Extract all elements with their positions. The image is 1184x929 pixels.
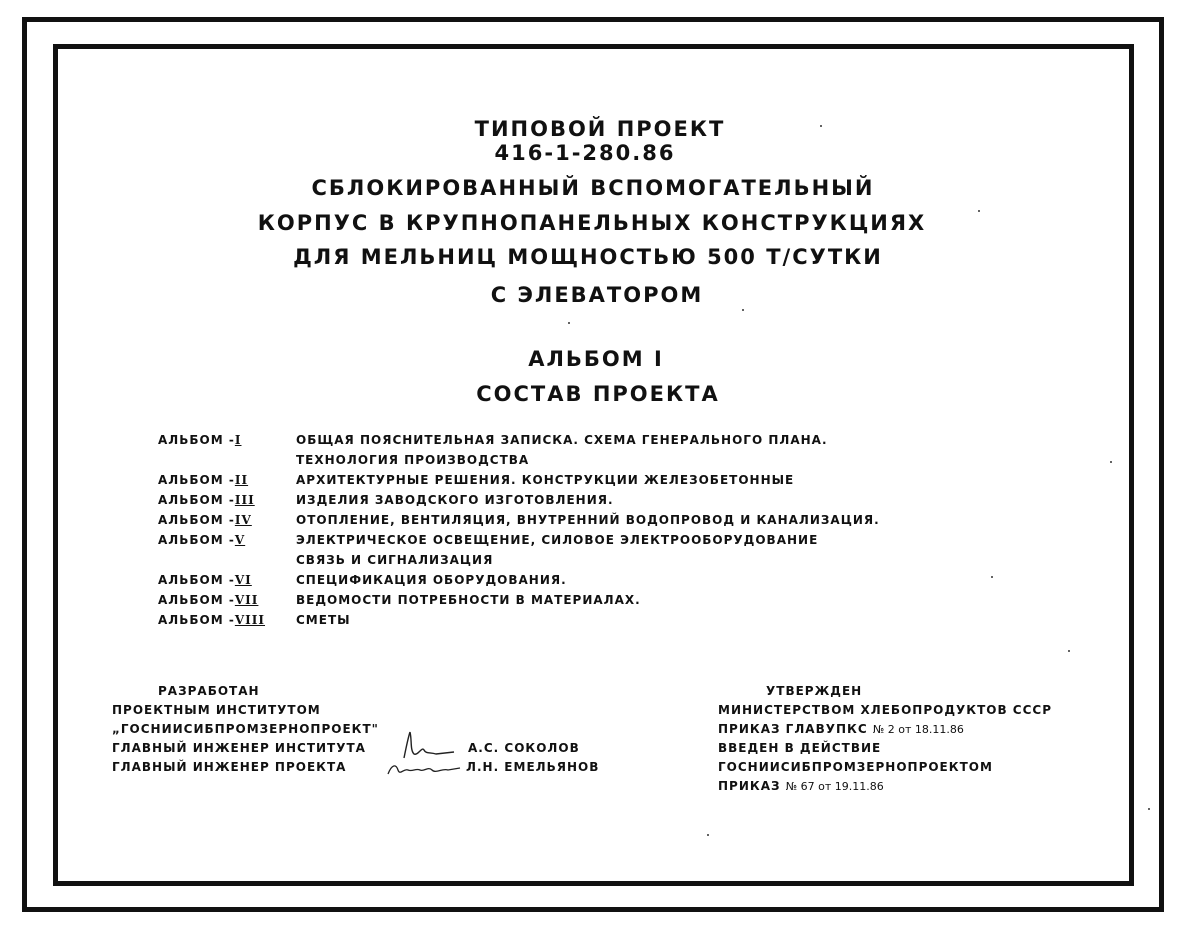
list-item: [158, 473, 1018, 493]
developed-institute-line: ПРОЕКТНЫМ ИНСТИТУТОМ: [112, 703, 321, 717]
scan-speck: [1148, 808, 1150, 810]
album-label: АЛЬБОМ -: [158, 433, 235, 447]
signature-emelyanov: [384, 758, 464, 780]
project-name-line1: СБЛОКИРОВАННЫЙ ВСПОМОГАТЕЛЬНЫЙ: [311, 176, 875, 200]
developed-institute-name: „ГОСНИИСИБПРОМЗЕРНОПРОЕКТ": [112, 722, 379, 736]
album-description: СПЕЦИФИКАЦИЯ ОБОРУДОВАНИЯ.: [296, 573, 567, 587]
put-into-effect: ВВЕДЕН В ДЕЙСТВИЕ: [718, 741, 882, 755]
scan-speck: [568, 322, 570, 324]
scan-speck: [1110, 461, 1112, 463]
scan-speck: [742, 309, 744, 311]
approved-heading: УТВЕРЖДЕН: [766, 684, 863, 698]
album-number: I: [234, 433, 242, 447]
role-label: ГЛАВНЫЙ ИНЖЕНЕР ИНСТИТУТА: [112, 741, 366, 755]
scan-speck: [978, 210, 980, 212]
album-label: АЛЬБОМ -: [158, 593, 235, 607]
list-item: [158, 613, 1018, 633]
album-number: V: [234, 533, 246, 547]
album-label: АЛЬБОМ -: [158, 573, 235, 587]
album-description: ТЕХНОЛОГИЯ ПРОИЗВОДСТВА: [296, 453, 530, 467]
album-description: ОТОПЛЕНИЕ, ВЕНТИЛЯЦИЯ, ВНУТРЕННИЙ ВОДОПРОВОД И КАНАЛИЗАЦИЯ.: [296, 513, 880, 527]
effect-order: [718, 779, 1138, 798]
document-subtitle: СОСТАВ ПРОЕКТА: [476, 382, 720, 406]
list-item: [158, 573, 1018, 593]
approval-order: [718, 722, 1138, 741]
album-number: III: [234, 493, 255, 507]
scan-speck: [1068, 650, 1070, 652]
album-description: ВЕДОМОСТИ ПОТРЕБНОСТИ В МАТЕРИАЛАХ.: [296, 593, 641, 607]
person-name: А.С. СОКОЛОВ: [468, 741, 580, 755]
signature-sokolov: [396, 728, 458, 762]
album-description: ОБЩАЯ ПОЯСНИТЕЛЬНАЯ ЗАПИСКА. СХЕМА ГЕНЕРАЛЬНОГО ПЛАНА.: [296, 433, 828, 447]
list-item: [158, 533, 1018, 553]
role-label: ГЛАВНЫЙ ИНЖЕНЕР ПРОЕКТА: [112, 760, 347, 774]
album-label: АЛЬБОМ -: [158, 513, 235, 527]
album-number: IV: [234, 513, 252, 527]
album-label: АЛЬБОМ -: [158, 473, 235, 487]
album-label: АЛЬБОМ -: [158, 493, 235, 507]
scan-speck: [991, 576, 993, 578]
approved-by-block: [718, 684, 1138, 798]
developed-heading: РАЗРАБОТАН: [158, 684, 260, 698]
project-type: ТИПОВОЙ ПРОЕКТ: [474, 117, 726, 141]
list-item: [158, 433, 1018, 453]
album-description: ЭЛЕКТРИЧЕСКОЕ ОСВЕЩЕНИЕ, СИЛОВОЕ ЭЛЕКТРООБОРУДОВАНИЕ: [296, 533, 819, 547]
album-description: АРХИТЕКТУРНЫЕ РЕШЕНИЯ. КОНСТРУКЦИИ ЖЕЛЕЗОБЕТОННЫЕ: [296, 473, 795, 487]
album-list: [158, 433, 1018, 633]
scan-speck: [820, 125, 822, 127]
album-number: VIII: [234, 613, 266, 627]
album-label: АЛЬБОМ -: [158, 533, 235, 547]
person-name: Л.Н. ЕМЕЛЬЯНОВ: [466, 760, 600, 774]
album-number: VI: [234, 573, 252, 587]
list-item: [158, 453, 1018, 473]
scan-speck: [707, 834, 709, 836]
list-item: [158, 493, 1018, 513]
project-name-line3: ДЛЯ МЕЛЬНИЦ МОЩНОСТЬЮ 500 Т/СУТКИ: [293, 245, 883, 269]
order-number: № 2 от 18.11.86: [872, 723, 964, 736]
album-number: II: [234, 473, 249, 487]
album-number: VII: [234, 593, 259, 607]
order-label: ПРИКАЗ ГЛАВУПКС: [718, 722, 868, 736]
album-description: ИЗДЕЛИЯ ЗАВОДСКОГО ИЗГОТОВЛЕНИЯ.: [296, 493, 614, 507]
album-description: СВЯЗЬ И СИГНАЛИЗАЦИЯ: [296, 553, 494, 567]
project-name-line2: КОРПУС В КРУПНОПАНЕЛЬНЫХ КОНСТРУКЦИЯХ: [257, 211, 927, 235]
order-number: № 67 от 19.11.86: [785, 780, 884, 793]
album-title: АЛЬБОМ I: [528, 347, 664, 371]
approved-ministry: МИНИСТЕРСТВОМ ХЛЕБОПРОДУКТОВ СССР: [718, 703, 1052, 717]
list-item: [158, 513, 1018, 533]
project-number: 416-1-280.86: [494, 141, 676, 165]
album-description: СМЕТЫ: [296, 613, 351, 627]
album-label: АЛЬБОМ -: [158, 613, 235, 627]
project-name-line4: С ЭЛЕВАТОРОМ: [490, 283, 704, 307]
order-label: ПРИКАЗ: [718, 779, 781, 793]
list-item: [158, 553, 1018, 573]
list-item: [158, 593, 1018, 613]
effect-institute: ГОСНИИСИБПРОМЗЕРНОПРОЕКТОМ: [718, 760, 993, 774]
